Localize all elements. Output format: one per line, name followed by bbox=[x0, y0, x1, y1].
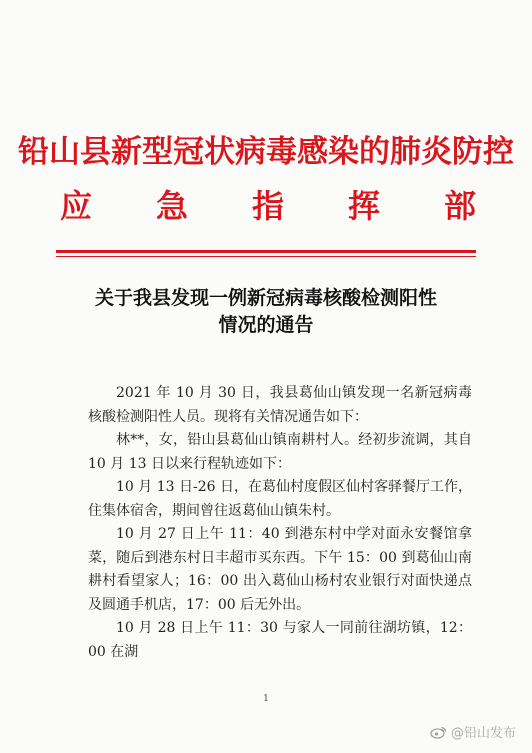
body-paragraph: 林**，女，铅山县葛仙山镇南耕村人。经初步流调，其自 10 月 13 日以来行程轨迹如下： bbox=[88, 432, 472, 472]
page-number: 1 bbox=[263, 694, 269, 704]
issuer-name-line2 bbox=[60, 181, 476, 227]
watermark bbox=[430, 722, 516, 741]
notice-body bbox=[88, 382, 472, 664]
issuer-char: 部 bbox=[443, 187, 476, 225]
weibo-icon bbox=[430, 725, 447, 739]
body-paragraph: 2021 年 10 月 30 日，我县葛仙山镇发现一名新冠病毒核酸检测阳性人员。现将有关情况通告如下： bbox=[88, 385, 472, 425]
header-divider-thick bbox=[56, 250, 476, 253]
notice-title bbox=[0, 285, 532, 339]
body-paragraph: 10 月 27 日上午 11：40 到港东村中学对面永安餐馆拿菜，随后到港东村日丰超市买东西。下午 15：00 到葛仙山南耕村看望家人；16：00 出入葛仙山杨村农业银行对面快递点及圆通手机店，17：00 后无外出。 bbox=[88, 526, 472, 613]
issuer-char: 挥 bbox=[347, 187, 380, 225]
body-paragraph: 10 月 28 日上午 11：30 与家人一同前往湖坊镇，12：00 在湖 bbox=[88, 620, 472, 660]
issuer-char: 急 bbox=[155, 187, 188, 225]
watermark-text: @铅山发布 bbox=[450, 726, 516, 741]
notice-title-line2: 情况的通告 bbox=[218, 314, 314, 336]
issuer-name-line1: 铅山县新型冠状病毒感染的肺炎防控 bbox=[18, 134, 514, 170]
notice-title-line1: 关于我县发现一例新冠病毒核酸检测阳性 bbox=[94, 287, 437, 309]
issuer-char: 应 bbox=[60, 187, 93, 225]
issuer-char: 指 bbox=[251, 187, 284, 225]
body-paragraph: 10 月 13 日-26 日，在葛仙村度假区仙村客驿餐厅工作，住集体宿舍，期间曾往返葛仙山镇朱村。 bbox=[88, 479, 472, 519]
header-divider-thin bbox=[56, 256, 476, 257]
